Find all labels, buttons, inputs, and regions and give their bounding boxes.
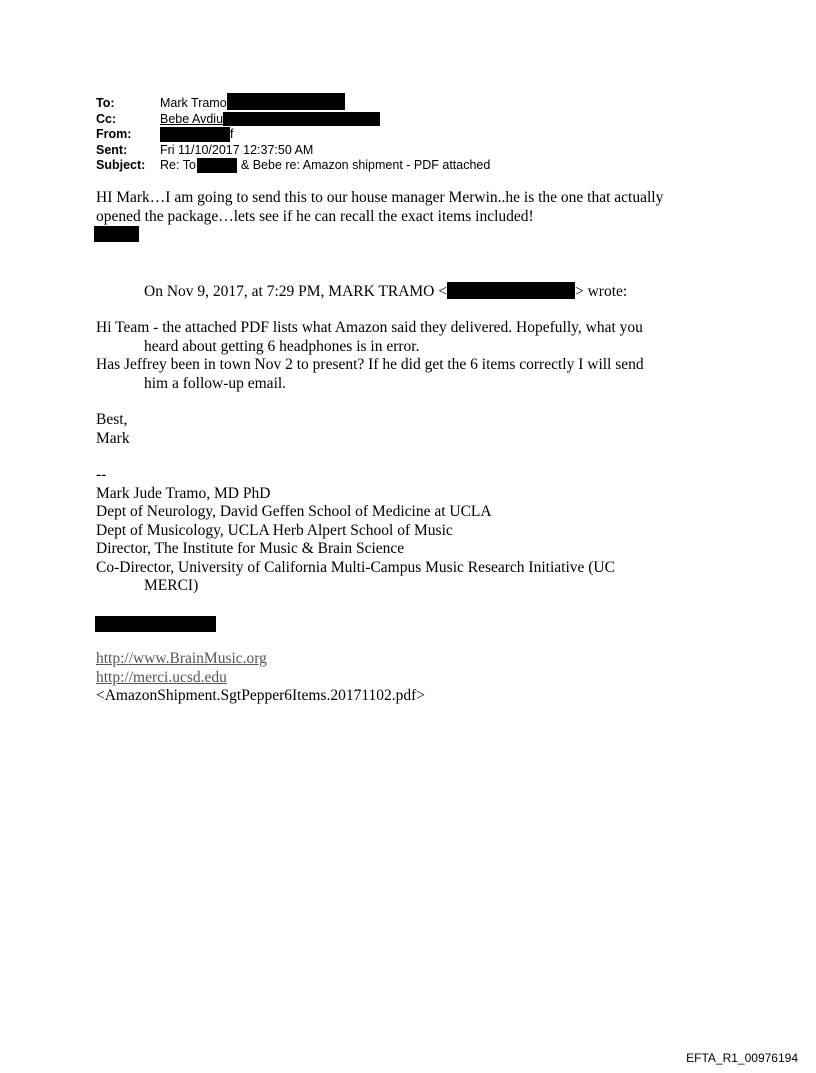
quote-intro-suffix: > wrote: (574, 283, 628, 300)
document-id: EFTA_R1_00976194 (686, 1051, 798, 1065)
redaction-box (95, 616, 216, 632)
signature-line: Director, The Institute for Music & Brain Science (96, 540, 405, 557)
quoted-message (96, 319, 668, 448)
links-block (96, 650, 696, 706)
subject-label: Subject: (96, 158, 146, 172)
subject-suffix: & Bebe re: Amazon shipment - PDF attached (240, 158, 491, 172)
sent-value: Fri 11/10/2017 12:37:50 AM (160, 142, 314, 157)
redaction-box (197, 158, 237, 173)
cc-value: Bebe Avdiu (160, 111, 224, 126)
signature-line: Dept of Musicology, UCLA Herb Alpert School of Music (96, 521, 453, 539)
closing: Best, (96, 411, 128, 428)
redaction-box (227, 93, 345, 110)
signature-separator: -- (96, 466, 107, 483)
brainmusic-link[interactable]: http://www.BrainMusic.org (96, 650, 267, 667)
subject-prefix: Re: To (160, 158, 196, 172)
signature (96, 466, 642, 596)
to-label: To: (96, 96, 115, 110)
signature-line: Dept of Neurology, David Geffen School of Medicine at UCLA (96, 503, 492, 520)
quoted-paragraph: Hi Team - the attached PDF lists what Amazon said they delivered. Hopefully, what you heard about getting 6 headphones is in error. (96, 319, 643, 355)
to-value: Mark Tramo (160, 96, 227, 110)
signature-line: Mark Jude Tramo, MD PhD (96, 484, 271, 502)
cc-label: Cc: (96, 111, 117, 126)
from-label: From: (96, 127, 132, 141)
sent-label: Sent: (96, 142, 128, 157)
redaction-box (160, 127, 230, 142)
redaction-box (447, 282, 575, 299)
quote-intro-prefix: On Nov 9, 2017, at 7:29 PM, MARK TRAMO < (144, 283, 447, 300)
reply-line: HI Mark…I am going to send this to our house manager Merwin..he is the one that actually (96, 189, 664, 206)
from-suffix: f (230, 127, 234, 141)
redaction-box (223, 112, 380, 126)
sender-name: Mark (96, 429, 130, 447)
signature-line: Co-Director, University of California Multi-Campus Music Research Initiative (UC MERCI) (96, 558, 615, 594)
merci-link[interactable]: http://merci.ucsd.edu (96, 668, 227, 686)
reply-body (96, 189, 696, 226)
reply-line: opened the package…lets see if he can recall the exact items included! (96, 207, 534, 225)
redaction-box (94, 226, 139, 242)
quoted-paragraph: Has Jeffrey been in town Nov 2 to present? If he did get the 6 items correctly I will send him a follow-up email. (96, 356, 644, 392)
quote-intro (96, 282, 744, 302)
attachment-name: <AmazonShipment.SgtPepper6Items.20171102.pdf> (96, 687, 426, 704)
